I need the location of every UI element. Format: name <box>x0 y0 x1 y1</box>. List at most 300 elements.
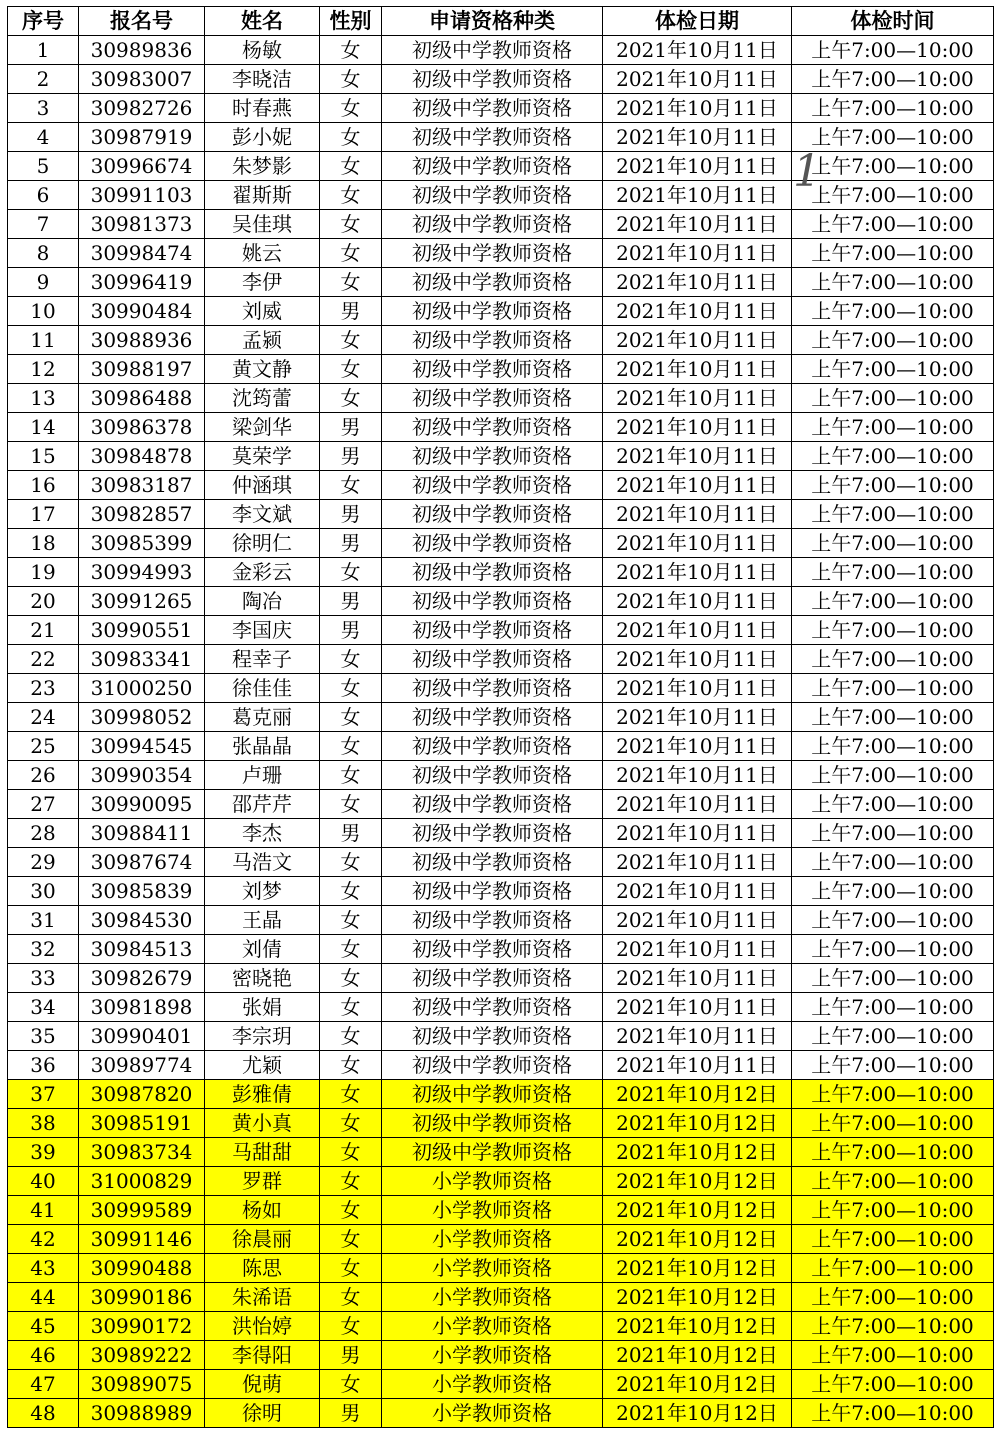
cell-no: 20 <box>8 587 79 616</box>
cell-time: 上午7:00—10:00 <box>792 703 994 732</box>
cell-name: 李国庆 <box>205 616 320 645</box>
cell-date: 2021年10月12日 <box>603 1109 792 1138</box>
cell-type: 小学教师资格 <box>382 1341 603 1370</box>
cell-type: 小学教师资格 <box>382 1167 603 1196</box>
table-row <box>8 1080 994 1109</box>
table-row <box>8 819 994 848</box>
cell-sex: 女 <box>320 210 382 239</box>
cell-time: 上午7:00—10:00 <box>792 1341 994 1370</box>
cell-sex: 女 <box>320 1254 382 1283</box>
cell-type: 初级中学教师资格 <box>382 1109 603 1138</box>
cell-name: 马浩文 <box>205 848 320 877</box>
cell-id: 30987820 <box>79 1080 205 1109</box>
cell-type: 初级中学教师资格 <box>382 210 603 239</box>
cell-name: 刘威 <box>205 297 320 326</box>
cell-no: 42 <box>8 1225 79 1254</box>
cell-time: 上午7:00—10:00 <box>792 210 994 239</box>
cell-no: 29 <box>8 848 79 877</box>
cell-no: 44 <box>8 1283 79 1312</box>
cell-date: 2021年10月11日 <box>603 471 792 500</box>
cell-type: 小学教师资格 <box>382 1370 603 1399</box>
table-body <box>8 36 994 1428</box>
cell-id: 30989774 <box>79 1051 205 1080</box>
cell-date: 2021年10月12日 <box>603 1283 792 1312</box>
cell-name: 刘倩 <box>205 935 320 964</box>
cell-sex: 女 <box>320 268 382 297</box>
cell-type: 初级中学教师资格 <box>382 442 603 471</box>
cell-time: 上午7:00—10:00 <box>792 1080 994 1109</box>
cell-sex: 男 <box>320 529 382 558</box>
cell-id: 30982726 <box>79 94 205 123</box>
cell-id: 30991103 <box>79 181 205 210</box>
cell-time: 上午7:00—10:00 <box>792 413 994 442</box>
cell-time: 上午7:00—10:00 <box>792 587 994 616</box>
table-row <box>8 268 994 297</box>
cell-no: 7 <box>8 210 79 239</box>
cell-type: 小学教师资格 <box>382 1254 603 1283</box>
cell-date: 2021年10月11日 <box>603 732 792 761</box>
cell-no: 35 <box>8 1022 79 1051</box>
table-row <box>8 1370 994 1399</box>
cell-name: 吴佳琪 <box>205 210 320 239</box>
cell-id: 30989075 <box>79 1370 205 1399</box>
cell-sex: 女 <box>320 471 382 500</box>
cell-no: 30 <box>8 877 79 906</box>
cell-date: 2021年10月12日 <box>603 1370 792 1399</box>
cell-type: 初级中学教师资格 <box>382 935 603 964</box>
cell-no: 43 <box>8 1254 79 1283</box>
cell-date: 2021年10月11日 <box>603 993 792 1022</box>
cell-time: 上午7:00—10:00 <box>792 790 994 819</box>
cell-date: 2021年10月12日 <box>603 1225 792 1254</box>
cell-type: 初级中学教师资格 <box>382 1080 603 1109</box>
cell-sex: 女 <box>320 732 382 761</box>
header-cell-type: 申请资格种类 <box>382 7 603 36</box>
cell-no: 36 <box>8 1051 79 1080</box>
cell-id: 30996419 <box>79 268 205 297</box>
cell-no: 15 <box>8 442 79 471</box>
cell-no: 9 <box>8 268 79 297</box>
cell-type: 小学教师资格 <box>382 1196 603 1225</box>
page-number-mark: 1 <box>793 146 821 197</box>
cell-name: 王晶 <box>205 906 320 935</box>
header-cell-time: 体检时间 <box>792 7 994 36</box>
cell-sex: 女 <box>320 65 382 94</box>
cell-name: 徐明 <box>205 1399 320 1428</box>
table-row <box>8 94 994 123</box>
table-row <box>8 558 994 587</box>
cell-name: 彭小妮 <box>205 123 320 152</box>
cell-sex: 男 <box>320 297 382 326</box>
cell-id: 30994993 <box>79 558 205 587</box>
cell-name: 罗群 <box>205 1167 320 1196</box>
cell-name: 杨如 <box>205 1196 320 1225</box>
cell-type: 小学教师资格 <box>382 1399 603 1428</box>
cell-type: 初级中学教师资格 <box>382 790 603 819</box>
cell-time: 上午7:00—10:00 <box>792 1312 994 1341</box>
cell-sex: 女 <box>320 1225 382 1254</box>
table-row <box>8 442 994 471</box>
cell-no: 48 <box>8 1399 79 1428</box>
cell-date: 2021年10月11日 <box>603 848 792 877</box>
cell-sex: 女 <box>320 36 382 65</box>
cell-id: 30990488 <box>79 1254 205 1283</box>
cell-sex: 男 <box>320 1399 382 1428</box>
cell-type: 初级中学教师资格 <box>382 529 603 558</box>
cell-no: 17 <box>8 500 79 529</box>
cell-no: 21 <box>8 616 79 645</box>
cell-date: 2021年10月11日 <box>603 500 792 529</box>
cell-type: 初级中学教师资格 <box>382 65 603 94</box>
cell-sex: 女 <box>320 1167 382 1196</box>
table-row <box>8 471 994 500</box>
cell-no: 13 <box>8 384 79 413</box>
cell-type: 初级中学教师资格 <box>382 413 603 442</box>
cell-no: 2 <box>8 65 79 94</box>
cell-type: 初级中学教师资格 <box>382 645 603 674</box>
cell-sex: 女 <box>320 1196 382 1225</box>
cell-id: 30996674 <box>79 152 205 181</box>
cell-no: 23 <box>8 674 79 703</box>
cell-date: 2021年10月11日 <box>603 123 792 152</box>
cell-date: 2021年10月12日 <box>603 1080 792 1109</box>
cell-type: 初级中学教师资格 <box>382 152 603 181</box>
table-row <box>8 65 994 94</box>
cell-no: 38 <box>8 1109 79 1138</box>
cell-name: 邵芹芹 <box>205 790 320 819</box>
cell-type: 初级中学教师资格 <box>382 819 603 848</box>
cell-id: 30987674 <box>79 848 205 877</box>
table-row <box>8 732 994 761</box>
cell-name: 翟斯斯 <box>205 181 320 210</box>
cell-no: 10 <box>8 297 79 326</box>
cell-no: 5 <box>8 152 79 181</box>
cell-type: 初级中学教师资格 <box>382 94 603 123</box>
cell-date: 2021年10月11日 <box>603 616 792 645</box>
cell-date: 2021年10月11日 <box>603 529 792 558</box>
cell-no: 12 <box>8 355 79 384</box>
cell-id: 30986488 <box>79 384 205 413</box>
table-row <box>8 1254 994 1283</box>
cell-time: 上午7:00—10:00 <box>792 819 994 848</box>
cell-type: 初级中学教师资格 <box>382 36 603 65</box>
table-row <box>8 964 994 993</box>
cell-sex: 男 <box>320 587 382 616</box>
cell-sex: 女 <box>320 181 382 210</box>
cell-time: 上午7:00—10:00 <box>792 732 994 761</box>
cell-id: 30984530 <box>79 906 205 935</box>
table-row <box>8 877 994 906</box>
table-row <box>8 587 994 616</box>
cell-no: 33 <box>8 964 79 993</box>
table-row <box>8 239 994 268</box>
cell-id: 30983341 <box>79 645 205 674</box>
cell-no: 26 <box>8 761 79 790</box>
cell-sex: 男 <box>320 819 382 848</box>
cell-name: 徐晨丽 <box>205 1225 320 1254</box>
cell-date: 2021年10月11日 <box>603 326 792 355</box>
cell-time: 上午7:00—10:00 <box>792 761 994 790</box>
cell-type: 初级中学教师资格 <box>382 993 603 1022</box>
cell-type: 初级中学教师资格 <box>382 268 603 297</box>
cell-id: 30987919 <box>79 123 205 152</box>
cell-date: 2021年10月11日 <box>603 297 792 326</box>
cell-date: 2021年10月12日 <box>603 1399 792 1428</box>
exam-schedule-table <box>7 6 994 1428</box>
cell-time: 上午7:00—10:00 <box>792 993 994 1022</box>
cell-id: 30985839 <box>79 877 205 906</box>
cell-time: 上午7:00—10:00 <box>792 36 994 65</box>
cell-no: 8 <box>8 239 79 268</box>
cell-type: 初级中学教师资格 <box>382 471 603 500</box>
cell-time: 上午7:00—10:00 <box>792 1399 994 1428</box>
cell-type: 初级中学教师资格 <box>382 239 603 268</box>
cell-sex: 女 <box>320 906 382 935</box>
cell-id: 30984513 <box>79 935 205 964</box>
cell-sex: 女 <box>320 703 382 732</box>
cell-sex: 女 <box>320 152 382 181</box>
cell-time: 上午7:00—10:00 <box>792 1167 994 1196</box>
table-header <box>8 7 994 36</box>
cell-no: 47 <box>8 1370 79 1399</box>
cell-time: 上午7:00—10:00 <box>792 1109 994 1138</box>
cell-time: 上午7:00—10:00 <box>792 558 994 587</box>
cell-time: 上午7:00—10:00 <box>792 1022 994 1051</box>
cell-name: 莫荣学 <box>205 442 320 471</box>
cell-id: 30986378 <box>79 413 205 442</box>
cell-name: 朱浠语 <box>205 1283 320 1312</box>
cell-no: 34 <box>8 993 79 1022</box>
cell-sex: 女 <box>320 123 382 152</box>
cell-type: 初级中学教师资格 <box>382 674 603 703</box>
cell-name: 倪萌 <box>205 1370 320 1399</box>
cell-type: 小学教师资格 <box>382 1283 603 1312</box>
table-row <box>8 935 994 964</box>
cell-id: 30989836 <box>79 36 205 65</box>
cell-time: 上午7:00—10:00 <box>792 964 994 993</box>
table-row <box>8 152 994 181</box>
table-row <box>8 1399 994 1428</box>
table-row <box>8 1138 994 1167</box>
cell-id: 30981373 <box>79 210 205 239</box>
cell-time: 上午7:00—10:00 <box>792 326 994 355</box>
cell-date: 2021年10月11日 <box>603 790 792 819</box>
cell-type: 初级中学教师资格 <box>382 500 603 529</box>
cell-date: 2021年10月11日 <box>603 210 792 239</box>
table-row <box>8 1341 994 1370</box>
table-row <box>8 36 994 65</box>
cell-sex: 女 <box>320 761 382 790</box>
cell-id: 30991146 <box>79 1225 205 1254</box>
cell-date: 2021年10月11日 <box>603 181 792 210</box>
cell-date: 2021年10月11日 <box>603 1022 792 1051</box>
table-row <box>8 1312 994 1341</box>
cell-time: 上午7:00—10:00 <box>792 1225 994 1254</box>
cell-sex: 女 <box>320 993 382 1022</box>
cell-date: 2021年10月11日 <box>603 964 792 993</box>
table-row <box>8 529 994 558</box>
cell-date: 2021年10月11日 <box>603 703 792 732</box>
cell-id: 31000250 <box>79 674 205 703</box>
cell-sex: 女 <box>320 1109 382 1138</box>
table-row <box>8 500 994 529</box>
cell-name: 孟颍 <box>205 326 320 355</box>
cell-time: 上午7:00—10:00 <box>792 181 994 210</box>
cell-time: 上午7:00—10:00 <box>792 239 994 268</box>
table-row <box>8 1196 994 1225</box>
cell-sex: 男 <box>320 1341 382 1370</box>
table-row <box>8 210 994 239</box>
cell-sex: 女 <box>320 1370 382 1399</box>
cell-no: 46 <box>8 1341 79 1370</box>
cell-time: 上午7:00—10:00 <box>792 935 994 964</box>
cell-name: 陶冶 <box>205 587 320 616</box>
cell-name: 朱梦影 <box>205 152 320 181</box>
cell-sex: 女 <box>320 326 382 355</box>
cell-type: 初级中学教师资格 <box>382 906 603 935</box>
table-row <box>8 1167 994 1196</box>
cell-sex: 女 <box>320 674 382 703</box>
table-row <box>8 1051 994 1080</box>
cell-name: 彭雅倩 <box>205 1080 320 1109</box>
cell-name: 密晓艳 <box>205 964 320 993</box>
cell-id: 30988989 <box>79 1399 205 1428</box>
table-row <box>8 1225 994 1254</box>
cell-date: 2021年10月11日 <box>603 442 792 471</box>
cell-no: 31 <box>8 906 79 935</box>
cell-id: 30988936 <box>79 326 205 355</box>
cell-sex: 女 <box>320 1022 382 1051</box>
cell-name: 李宗玥 <box>205 1022 320 1051</box>
cell-name: 李得阳 <box>205 1341 320 1370</box>
cell-sex: 女 <box>320 964 382 993</box>
cell-time: 上午7:00—10:00 <box>792 1370 994 1399</box>
cell-date: 2021年10月11日 <box>603 935 792 964</box>
table-row <box>8 790 994 819</box>
cell-id: 30985191 <box>79 1109 205 1138</box>
cell-time: 上午7:00—10:00 <box>792 1138 994 1167</box>
cell-type: 小学教师资格 <box>382 1312 603 1341</box>
cell-name: 马甜甜 <box>205 1138 320 1167</box>
cell-type: 初级中学教师资格 <box>382 181 603 210</box>
cell-id: 30990095 <box>79 790 205 819</box>
cell-id: 30990172 <box>79 1312 205 1341</box>
cell-name: 张娟 <box>205 993 320 1022</box>
cell-name: 刘梦 <box>205 877 320 906</box>
table-row <box>8 674 994 703</box>
cell-date: 2021年10月11日 <box>603 268 792 297</box>
cell-date: 2021年10月11日 <box>603 239 792 268</box>
cell-id: 30981898 <box>79 993 205 1022</box>
cell-no: 18 <box>8 529 79 558</box>
cell-sex: 女 <box>320 558 382 587</box>
cell-id: 30990484 <box>79 297 205 326</box>
cell-type: 初级中学教师资格 <box>382 1051 603 1080</box>
header-cell-sex: 性别 <box>320 7 382 36</box>
cell-date: 2021年10月12日 <box>603 1254 792 1283</box>
cell-type: 小学教师资格 <box>382 1225 603 1254</box>
cell-time: 上午7:00—10:00 <box>792 877 994 906</box>
cell-name: 葛克丽 <box>205 703 320 732</box>
cell-type: 初级中学教师资格 <box>382 616 603 645</box>
cell-id: 30990551 <box>79 616 205 645</box>
cell-sex: 女 <box>320 848 382 877</box>
cell-time: 上午7:00—10:00 <box>792 471 994 500</box>
cell-no: 37 <box>8 1080 79 1109</box>
table-row <box>8 123 994 152</box>
header-cell-id: 报名号 <box>79 7 205 36</box>
cell-name: 李晓洁 <box>205 65 320 94</box>
cell-type: 初级中学教师资格 <box>382 877 603 906</box>
cell-time: 上午7:00—10:00 <box>792 645 994 674</box>
cell-name: 梁剑华 <box>205 413 320 442</box>
cell-id: 30998052 <box>79 703 205 732</box>
cell-time: 上午7:00—10:00 <box>792 500 994 529</box>
cell-type: 初级中学教师资格 <box>382 703 603 732</box>
cell-time: 上午7:00—10:00 <box>792 1196 994 1225</box>
table-row <box>8 297 994 326</box>
cell-date: 2021年10月12日 <box>603 1341 792 1370</box>
cell-time: 上午7:00—10:00 <box>792 442 994 471</box>
table-row <box>8 616 994 645</box>
cell-no: 45 <box>8 1312 79 1341</box>
cell-time: 上午7:00—10:00 <box>792 848 994 877</box>
cell-time: 上午7:00—10:00 <box>792 384 994 413</box>
cell-sex: 男 <box>320 413 382 442</box>
table-row <box>8 1109 994 1138</box>
cell-date: 2021年10月11日 <box>603 65 792 94</box>
table-row <box>8 906 994 935</box>
header-cell-date: 体检日期 <box>603 7 792 36</box>
cell-time: 上午7:00—10:00 <box>792 1051 994 1080</box>
cell-date: 2021年10月11日 <box>603 877 792 906</box>
header-cell-name: 姓名 <box>205 7 320 36</box>
cell-date: 2021年10月11日 <box>603 906 792 935</box>
cell-id: 30985399 <box>79 529 205 558</box>
table-row <box>8 645 994 674</box>
cell-name: 徐明仁 <box>205 529 320 558</box>
cell-no: 11 <box>8 326 79 355</box>
cell-name: 黄小真 <box>205 1109 320 1138</box>
cell-no: 24 <box>8 703 79 732</box>
cell-name: 沈筠蕾 <box>205 384 320 413</box>
cell-type: 初级中学教师资格 <box>382 732 603 761</box>
cell-sex: 女 <box>320 355 382 384</box>
cell-no: 6 <box>8 181 79 210</box>
cell-no: 41 <box>8 1196 79 1225</box>
cell-time: 上午7:00—10:00 <box>792 616 994 645</box>
cell-date: 2021年10月11日 <box>603 587 792 616</box>
cell-date: 2021年10月12日 <box>603 1196 792 1225</box>
cell-id: 30988411 <box>79 819 205 848</box>
cell-name: 李伊 <box>205 268 320 297</box>
cell-id: 30988197 <box>79 355 205 384</box>
cell-type: 初级中学教师资格 <box>382 297 603 326</box>
cell-no: 27 <box>8 790 79 819</box>
cell-no: 4 <box>8 123 79 152</box>
cell-time: 上午7:00—10:00 <box>792 1254 994 1283</box>
cell-time: 上午7:00—10:00 <box>792 906 994 935</box>
cell-no: 1 <box>8 36 79 65</box>
cell-id: 30984878 <box>79 442 205 471</box>
cell-sex: 女 <box>320 935 382 964</box>
cell-no: 19 <box>8 558 79 587</box>
cell-sex: 女 <box>320 384 382 413</box>
cell-sex: 女 <box>320 1283 382 1312</box>
cell-date: 2021年10月11日 <box>603 36 792 65</box>
cell-sex: 女 <box>320 1312 382 1341</box>
cell-time: 上午7:00—10:00 <box>792 1283 994 1312</box>
